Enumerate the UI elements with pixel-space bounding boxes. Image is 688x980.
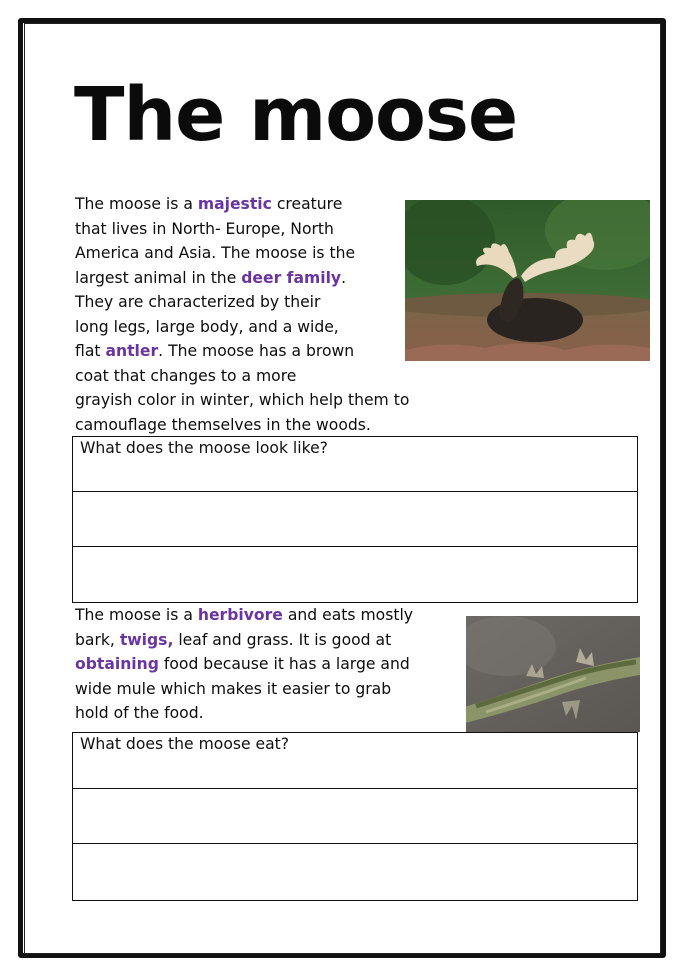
- moose-photo: [405, 200, 650, 361]
- text-line: [75, 315, 409, 340]
- text-run: camouflage themselves in the woods.: [75, 415, 371, 434]
- text-run: They are characterized by their: [75, 293, 321, 311]
- text-run: bark,: [75, 630, 120, 649]
- text-run: .: [341, 268, 347, 287]
- keyword: obtaining: [75, 655, 159, 673]
- answer-line[interactable]: [73, 733, 637, 789]
- text-line: [75, 413, 409, 438]
- text-run: and eats mostly: [282, 606, 414, 624]
- keyword: herbivore: [197, 606, 283, 624]
- page-title: The moose: [74, 72, 518, 158]
- text-line: [75, 266, 409, 291]
- answer-line[interactable]: [73, 844, 637, 900]
- text-run: coat that changes to a more: [75, 366, 297, 385]
- twig-photo: [466, 616, 640, 732]
- text-run: largest animal in the: [75, 268, 242, 287]
- text-run: hold of the food.: [75, 704, 204, 722]
- answer-line[interactable]: [73, 492, 637, 547]
- text-line: [75, 603, 413, 628]
- text-line: [75, 290, 409, 315]
- paragraph-description: [75, 192, 409, 437]
- question-diet: What does the moose eat?: [80, 735, 290, 753]
- keyword: majestic: [197, 195, 272, 213]
- text-run: creature: [271, 195, 343, 213]
- text-run: long legs, large body, and a wide,: [75, 317, 339, 336]
- text-run: grayish color in winter, which help them to: [75, 391, 410, 409]
- text-line: [75, 217, 409, 242]
- keyword: antler: [105, 342, 159, 360]
- text-line: [75, 388, 409, 413]
- answer-box-appearance: [72, 436, 638, 603]
- answer-line[interactable]: [73, 437, 637, 492]
- text-run: The moose is a: [75, 606, 198, 624]
- text-line: [75, 192, 409, 217]
- text-line: [75, 241, 409, 266]
- answer-line[interactable]: [73, 789, 637, 845]
- text-run: leaf and grass. It is good at: [173, 630, 392, 649]
- text-run: America and Asia. The moose is the: [75, 244, 356, 262]
- text-run: food because it has a large and: [158, 655, 410, 673]
- paragraph-diet: [75, 603, 413, 726]
- text-line: [75, 652, 413, 677]
- text-line: [75, 701, 413, 726]
- text-line: [75, 677, 413, 702]
- text-run: wide mule which makes it easier to grab: [75, 679, 392, 698]
- text-run: The moose is a: [75, 195, 198, 213]
- question-appearance: What does the moose look like?: [80, 439, 328, 457]
- text-line: [75, 628, 413, 653]
- text-run: flat: [75, 342, 106, 360]
- text-run: that lives in North- Europe, North: [75, 219, 334, 238]
- answer-box-diet: [72, 732, 638, 901]
- keyword: twigs,: [119, 630, 174, 649]
- text-run: . The moose has a brown: [158, 342, 355, 360]
- answer-line[interactable]: [73, 547, 637, 602]
- text-line: [75, 364, 409, 389]
- keyword: deer family: [241, 268, 342, 287]
- text-line: [75, 339, 409, 364]
